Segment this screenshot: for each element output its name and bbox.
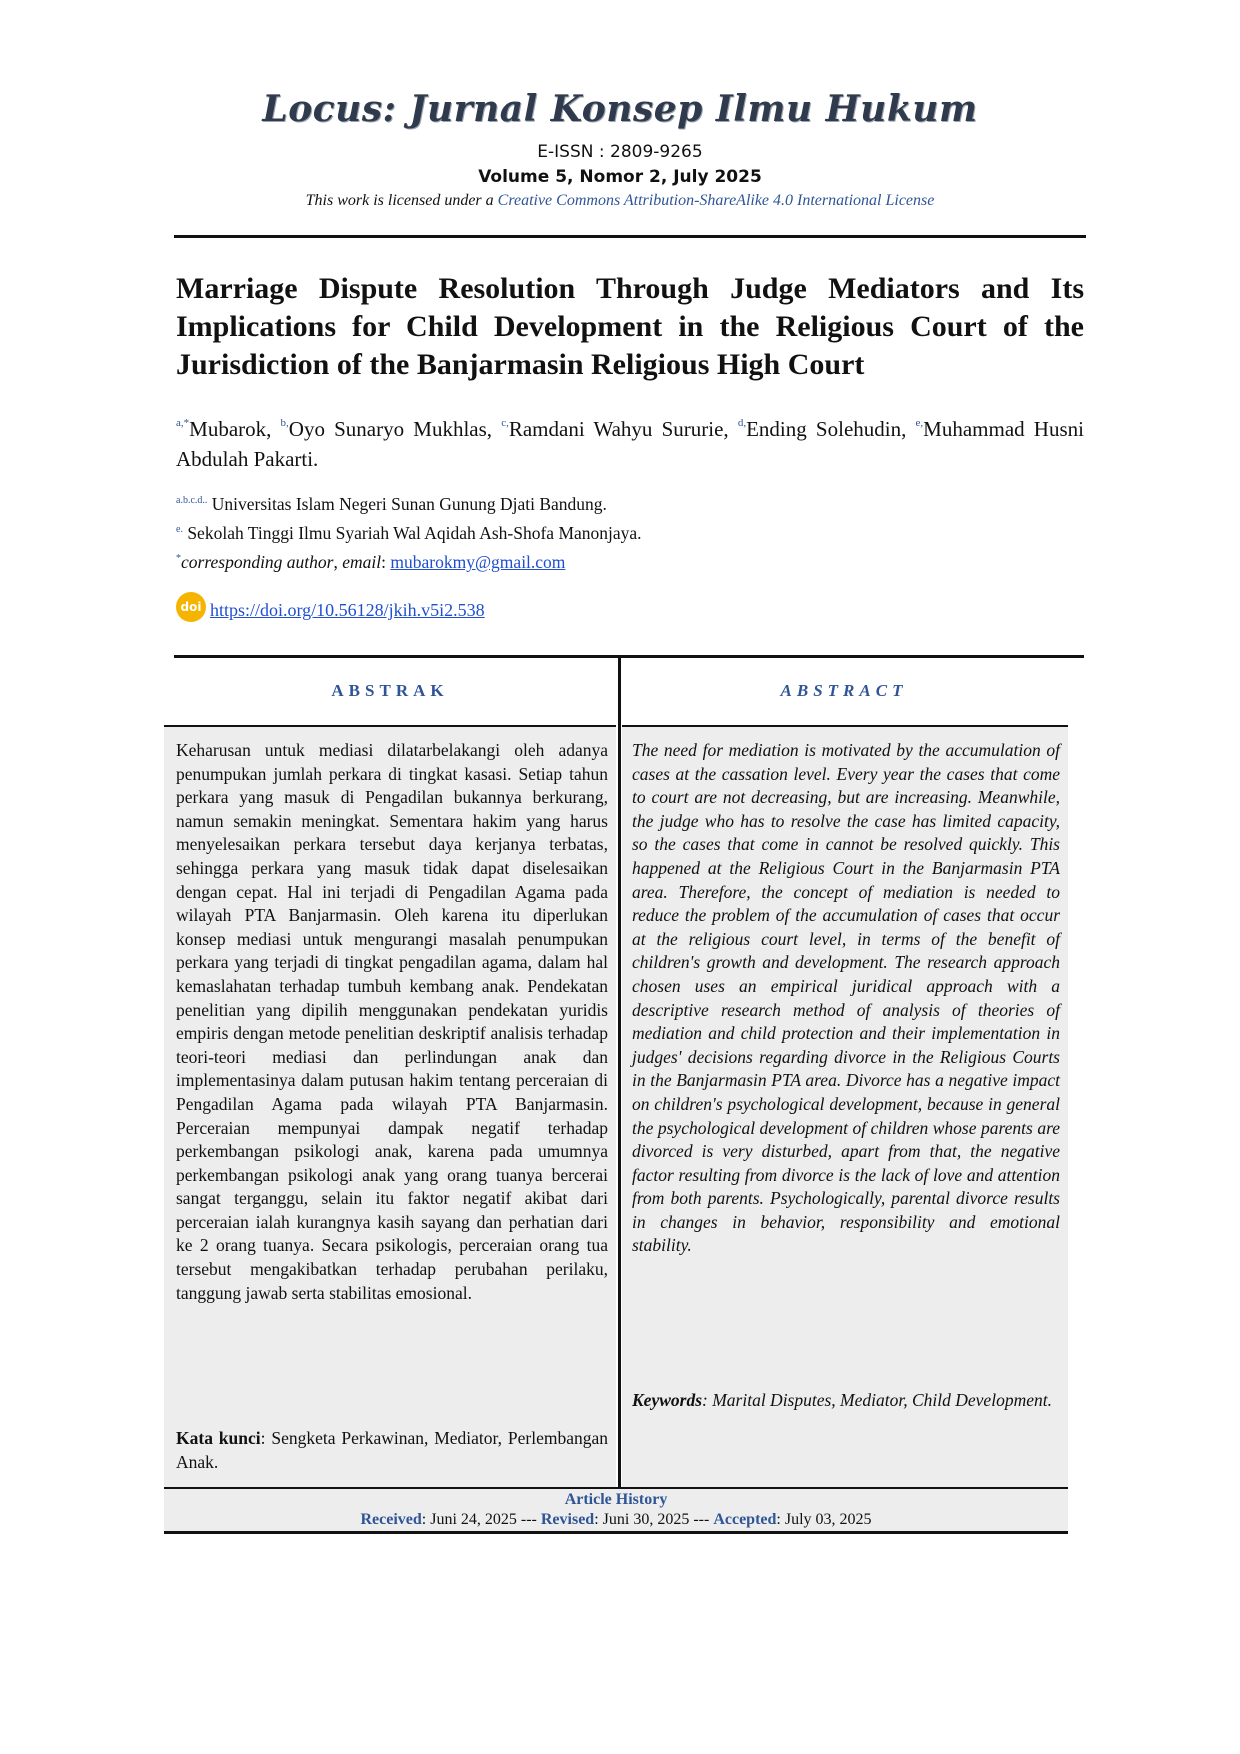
author-sup: d, bbox=[737, 417, 747, 429]
abstract-keywords-label: Keywords bbox=[632, 1390, 702, 1410]
corresponding-sup: * bbox=[176, 553, 181, 564]
author-sup: a,* bbox=[176, 417, 190, 429]
author-name: Mubarok, bbox=[189, 417, 281, 441]
abstrak-column bbox=[164, 727, 616, 1487]
affiliation-text: Sekolah Tinggi Ilmu Syariah Wal Aqidah Ash-Shofa Manonjaya. bbox=[182, 523, 642, 543]
received-date: : Juni 24, 2025 --- bbox=[421, 1511, 541, 1528]
author-name: Ending Solehudin, bbox=[746, 417, 916, 441]
abstract-keywords-value: : Marital Disputes, Mediator, Child Development. bbox=[702, 1390, 1052, 1410]
abstract-column-divider bbox=[618, 655, 621, 1487]
affiliations bbox=[176, 488, 1084, 575]
affiliation-sup: a.b.c.d.. bbox=[176, 495, 208, 506]
paper-title: Marriage Dispute Resolution Through Judge Mediators and Its Implications for Child Development in the Religious Court of the Jurisdiction of the Banjarmasin Religious High Court bbox=[176, 272, 1084, 381]
received-label: Received bbox=[360, 1511, 422, 1528]
author-sup: b, bbox=[280, 417, 289, 429]
abstrak-keywords-label: Kata kunci bbox=[176, 1428, 261, 1448]
license-prefix: This work is licensed under a bbox=[305, 192, 498, 209]
affiliation-line bbox=[176, 517, 1084, 546]
affiliation-text: Universitas Islam Negeri Sunan Gunung Djati Bandung. bbox=[207, 494, 607, 514]
affiliation-line bbox=[176, 488, 1084, 517]
abstrak-keywords-value: : Sengketa Perkawinan, Mediator, Perlembangan Anak. bbox=[176, 1428, 608, 1472]
abstract-column bbox=[622, 727, 1068, 1487]
corresponding-author-line: *corresponding author, email: mubarokmy@gmail.com bbox=[176, 552, 566, 572]
abstrak-text: Keharusan untuk mediasi dilatarbelakangi oleh adanya penumpukan jumlah perkara di tingkat kasasi. Setiap tahun perkara yang masuk di Pengadilan bukannya berkurang, namun semakin meningkat. Sementara hakim yang harus menyelesaikan perkara tersebut daya kerjanya terbatas, sehingga perkara yang masuk tidak dapat diselesaikan dengan cepat. Hal ini terjadi di Pengadilan Agama pada wilayah PTA Banjarmasin. Oleh karena itu diperlukan konsep mediasi untuk mengurangi masalah penumpukan perkara yang terjadi di tingkat pengadilan agama, dalam hal kemaslahatan terhadap tumbuh kembang anak. Pendekatan penelitian yang dipilih menggunakan pendekatan yuridis empiris dengan metode penelitian deskriptif analisis terhadap teori-teori mediasi dan perlindungan anak dan implementasinya dalam putusan hakim tentang perceraian di Pengadilan Agama pada wilayah PTA Banjarmasin. Perceraian mempunyai dampak negatif terhadap perkembangan psikologi anak, karena pada umumnya perkembangan psikologi anak yang orang tuanya bercerai sangat terganggu, selain itu faktor negatif akibat dari perceraian ialah kurangnya kasih sayang dan perhatian dari ke 2 orang tuanya. Secara psikologis, perceraian orang tua tersebut mengakibatkan terhadap perubahan perilaku, tanggung jawab serta stabilitas emosional. bbox=[176, 740, 608, 1303]
journal-title: Locus: Jurnal Konsep Ilmu Hukum bbox=[262, 88, 978, 130]
author-name: Ramdani Wahyu Sururie, bbox=[508, 417, 738, 441]
abstrak-heading: ABSTRAK bbox=[331, 681, 449, 700]
author-name: Muhammad Husni Abdulah Pakarti. bbox=[176, 417, 1084, 471]
author-sup: c, bbox=[501, 417, 509, 429]
accepted-date: : July 03, 2025 bbox=[776, 1511, 872, 1528]
abstract-keywords bbox=[632, 1389, 1060, 1413]
abstract-heading: ABSTRACT bbox=[780, 681, 908, 700]
abstrak-keywords bbox=[176, 1427, 608, 1474]
corresponding-label: corresponding author bbox=[181, 552, 334, 572]
journal-issn: E-ISSN : 2809-9265 bbox=[537, 142, 703, 162]
accepted-label: Accepted bbox=[713, 1511, 777, 1528]
abstract-box bbox=[164, 655, 1072, 1533]
affiliation-sup: e. bbox=[176, 524, 183, 535]
revised-date: : Juni 30, 2025 --- bbox=[594, 1511, 714, 1528]
email-link[interactable]: mubarokmy@gmail.com bbox=[390, 552, 566, 572]
license-line bbox=[0, 192, 1240, 210]
header-divider bbox=[174, 235, 1086, 238]
article-history-dates bbox=[164, 1511, 1068, 1529]
article-history-title: Article History bbox=[564, 1491, 668, 1508]
author-name: Oyo Sunaryo Mukhlas, bbox=[288, 417, 502, 441]
author-sup: e, bbox=[915, 417, 924, 429]
journal-volume: Volume 5, Nomor 2, July 2025 bbox=[478, 167, 762, 187]
license-link[interactable]: Creative Commons Attribution-ShareAlike 4.0 International License bbox=[497, 192, 935, 209]
doi-icon: doi bbox=[176, 592, 206, 622]
email-label: email bbox=[342, 552, 382, 572]
history-bottom-rule bbox=[164, 1531, 1068, 1534]
abstract-text: The need for mediation is motivated by the accumulation of cases at the cassation level. Every year the cases that come to court are not decreasing, but are increasing. Meanwhile, the judge who has to resolve the case has limited capacity, so the cases that come in cannot be resolved quickly. This happened at the Religious Court in the Banjarmasin PTA area. Therefore, the concept of mediation is needed to reduce the problem of the accumulation of cases that occur at the religious court level, in terms of the benefit of children's growth and development. The research approach chosen uses an empirical juridical approach with a descriptive research method of analysis of theories of mediation and child protection and their implementation in judges' decisions regarding divorce in the Religious Courts in the Banjarmasin PTA area. Divorce has a negative impact on children's psychological development, because in general the psychological development of children whose parents are divorced is very disturbed, apart from that, the negative factor resulting from divorce is the lack of love and attention from both parents. Psychologically, parental divorce results in changes in behavior, responsibility and emotional stability. bbox=[632, 740, 1060, 1256]
author-list bbox=[176, 408, 1084, 474]
abstract-box-top-rule bbox=[174, 655, 1084, 658]
doi-link[interactable]: https://doi.org/10.56128/jkih.v5i2.538 bbox=[210, 600, 485, 620]
revised-label: Revised bbox=[540, 1511, 595, 1528]
